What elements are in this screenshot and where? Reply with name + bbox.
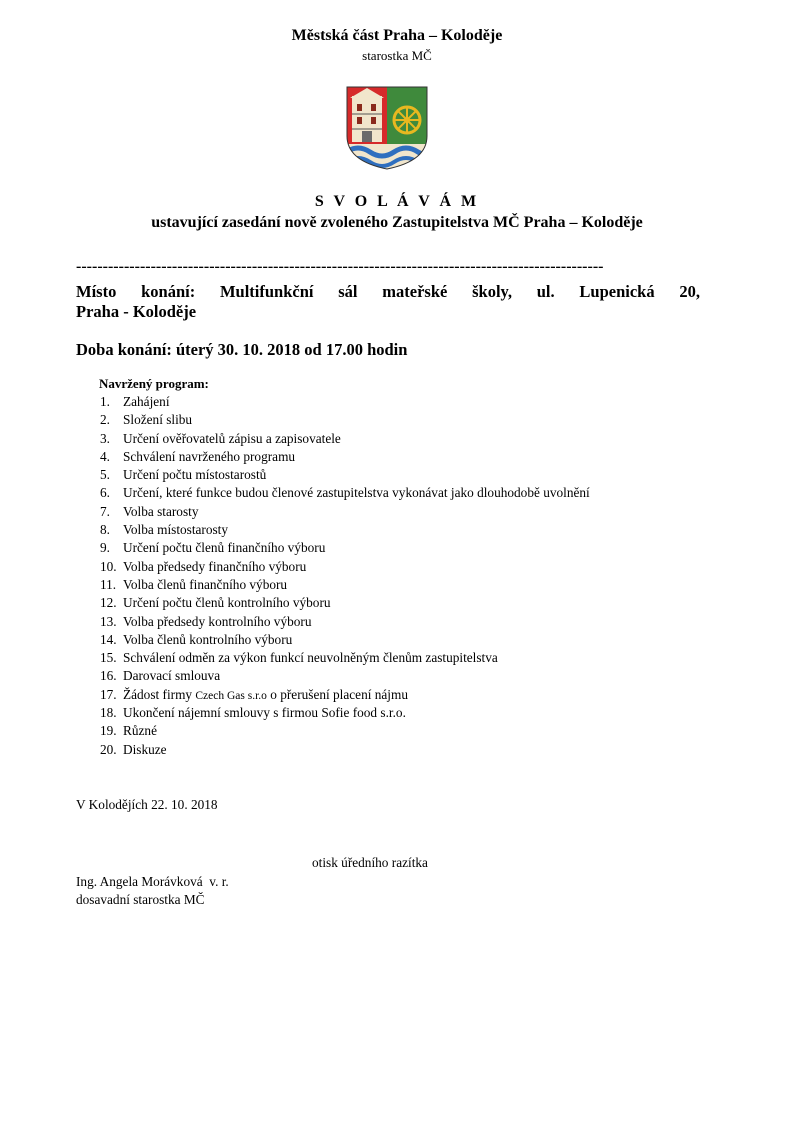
list-item: 6. Určení, které funkce budou členové zastupitelstva vykonávat jako dlouhodobě uvolnění: [100, 485, 590, 501]
list-item: 3. Určení ověřovatelů zápisu a zapisovatele: [100, 430, 341, 446]
list-item: 1. Zahájení: [100, 394, 170, 409]
list-item: 16. Darovací smlouva: [100, 668, 221, 684]
signatory-name: Ing. Angela Morávková v. r.: [76, 874, 229, 889]
list-item: 11. Volba členů finančního výboru: [100, 576, 288, 592]
venue-line-1: Místo konání: Multifunkční sál mateřské školy, ul. Lupenická 20,: [76, 282, 700, 301]
list-item: 7. Volba starosty: [100, 503, 199, 519]
convocation-heading: S V O L Á V Á M: [314, 193, 480, 210]
convocation-subtitle: ustavující zasedání nově zvoleného Zastupitelstva MČ Praha – Koloděje: [151, 214, 643, 231]
list-item: 19. Různé: [100, 723, 157, 739]
list-item: 14. Volba členů kontrolního výboru: [100, 631, 293, 647]
list-item: 13. Volba předsedy kontrolního výboru: [100, 613, 312, 629]
municipality-subtitle: starostka MČ: [362, 48, 432, 63]
list-item: 18. Ukončení nájemní smlouvy s firmou Sofie food s.r.o.: [100, 705, 406, 721]
list-item: 8. Volba místostarosty: [100, 522, 229, 538]
signatory-role: dosavadní starostka MČ: [76, 892, 205, 907]
list-item: 20. Diskuze: [100, 741, 167, 757]
venue-line-2: Praha - Koloděje: [76, 302, 197, 321]
program-heading: Navržený program:: [99, 376, 209, 391]
official-stamp-placeholder: otisk úředního razítka: [312, 855, 428, 870]
program-list: [100, 393, 590, 759]
list-item: 15. Schválení odměn za výkon funkcí neuvolněným členům zastupitelstva: [100, 650, 498, 666]
list-item: 17. Žádost firmy Czech Gas s.r.o o přerušení placení nájmu: [100, 686, 408, 702]
list-item: 12. Určení počtu členů kontrolního výboru: [100, 595, 331, 611]
place-and-date: V Kolodějích 22. 10. 2018: [76, 797, 218, 812]
separator-line: ---------------------------------------------------------------------------------------------------: [76, 258, 604, 275]
list-item: 9. Určení počtu členů finančního výboru: [100, 540, 326, 556]
municipality-title: Městská část Praha – Koloděje: [291, 27, 503, 44]
list-item: 2. Složení slibu: [100, 412, 193, 428]
list-item: 4. Schválení navrženého programu: [100, 448, 296, 464]
coat-of-arms-emblem: [346, 86, 428, 170]
list-item: 5. Určení počtu místostarostů: [100, 467, 267, 483]
meeting-time: Doba konání: úterý 30. 10. 2018 od 17.00 hodin: [76, 340, 408, 359]
list-item: 10. Volba předsedy finančního výboru: [100, 558, 307, 574]
